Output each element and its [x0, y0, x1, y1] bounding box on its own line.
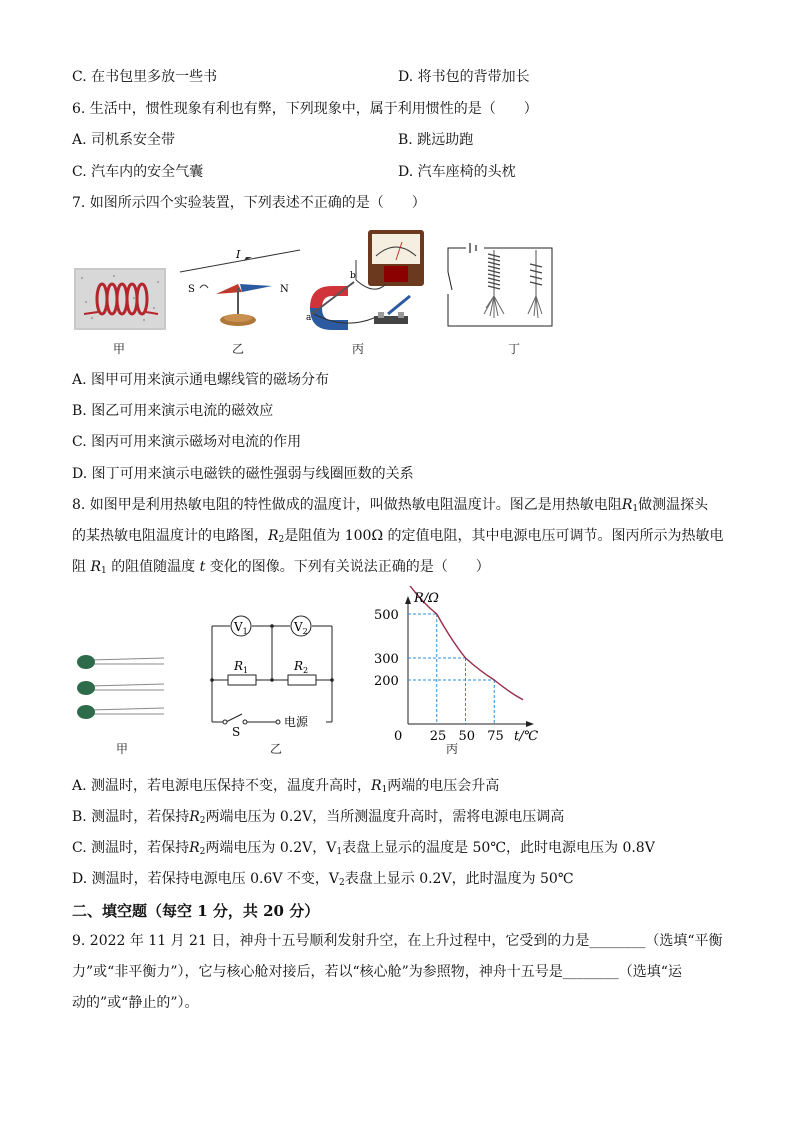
y-tick-label: 500	[374, 608, 399, 623]
q7-figure-jia	[74, 268, 166, 330]
x-tick-label: 0	[394, 729, 403, 744]
q7-option-a: A. 图甲可用来演示通电螺线管的磁场分布	[72, 372, 330, 388]
q7-label-jia: 甲	[113, 342, 126, 356]
q7-option-b: B. 图乙可用来演示电流的磁效应	[72, 403, 274, 419]
q8-figure-yi-circuit	[204, 608, 340, 738]
q8-stem-line2: 的某热敏电阻温度计的电路图，$R_2$是阻值为 100Ω 的定值电阻，其中电源电压可调节。图丙所示为热敏电	[72, 528, 724, 545]
q6-stem: 6. 生活中，惯性现象有利也有弊，下列现象中，属于利用惯性的是（ ）	[72, 101, 538, 117]
q5-option-c: C. 在书包里多放一些书	[72, 69, 218, 85]
x-tick-label: 50	[458, 729, 476, 744]
q7-label-bing: 丙	[352, 342, 365, 356]
north-label: N	[280, 284, 289, 295]
q8-label-jia: 甲	[116, 742, 129, 756]
v2-meter-label: $V_2$	[294, 620, 308, 636]
q8-figure-bing-chart	[370, 586, 546, 746]
q9-line2: 力”或“非平衡力”），它与核心舱对接后，若以“核心舱”为参照物，神舟十五号是________（选填“运	[72, 964, 682, 980]
r2-label: $R_2$	[294, 659, 309, 675]
south-label: S	[188, 284, 195, 295]
v1-meter-label: $V_1$	[234, 620, 248, 636]
y-axis-label: R/Ω	[414, 591, 439, 606]
q7-option-c: C. 图丙可用来演示磁场对电流的作用	[72, 434, 302, 450]
q8-option-d: D. 测温时，若保持电源电压 0.6V 不变，$V_2$表盘上显示 0.2V，此时温度为 50℃	[72, 871, 574, 888]
y-tick-label: 200	[374, 674, 399, 689]
x-axis-arrow	[526, 721, 534, 727]
y-axis-arrow	[405, 596, 411, 604]
x-axis-label: t/℃	[514, 729, 539, 744]
q9-line1: 9. 2022 年 11 月 21 日，神舟十五号顺利发射升空，在上升过程中，它受到的力是________（选填“平衡	[72, 933, 723, 949]
q7-figure-bing	[304, 226, 434, 330]
b-label: b	[350, 271, 356, 281]
x-tick-label: 25	[429, 729, 447, 744]
q8-stem-line3: 阻 $R_1$ 的阻值随温度 t 变化的图像。下列有关说法正确的是（ ）	[72, 559, 490, 576]
power-source-label: 电源	[284, 715, 309, 729]
y-tick-label: 300	[374, 652, 399, 667]
q8-option-c: C. 测温时，若保持$R_2$两端电压为 0.2V，$V_1$表盘上显示的温度是 50℃，此时电源电压为 0.8V	[72, 840, 655, 857]
section-title: 二、填空题（每空 1 分，共 20 分）	[72, 902, 320, 920]
r1-label: $R_1$	[234, 659, 249, 675]
q6-option-d: D. 汽车座椅的头枕	[398, 164, 516, 180]
x-tick-label: 75	[487, 729, 504, 744]
q8-label-bing: 丙	[446, 742, 459, 756]
q7-figure-ding	[446, 238, 556, 330]
switch-label: S	[232, 725, 241, 738]
q5-option-d: D. 将书包的背带加长	[398, 69, 530, 85]
q7-option-d: D. 图丁可用来演示电磁铁的磁性强弱与线圈匝数的关系	[72, 466, 414, 482]
a-label: a	[306, 313, 312, 323]
q6-option-b: B. 跳远助跑	[398, 132, 474, 148]
q7-stem: 7. 如图所示四个实验装置，下列表述不正确的是（ ）	[72, 195, 426, 211]
q8-label-yi: 乙	[270, 742, 283, 756]
q7-label-yi: 乙	[232, 342, 245, 356]
q6-option-a: A. 司机系安全带	[72, 132, 176, 148]
q8-figure-jia	[74, 648, 166, 724]
q9-line3: 动的”或“静止的”）。	[72, 995, 199, 1011]
q7-label-ding: 丁	[508, 342, 521, 356]
q7-figure-yi	[176, 248, 302, 332]
current-label: I	[236, 248, 241, 261]
q8-option-a: A. 测温时，若电源电压保持不变，温度升高时，$R_1$两端的电压会升高	[72, 778, 500, 795]
q8-option-b: B. 测温时，若保持$R_2$两端电压为 0.2V，当所测温度升高时，需将电源电压调高	[72, 809, 565, 826]
q8-stem-line1: 8. 如图甲是利用热敏电阻的特性做成的温度计，叫做热敏电阻温度计。图乙是用热敏电阻$R_1$做测温探头	[72, 497, 709, 514]
q6-option-c: C. 汽车内的安全气囊	[72, 164, 204, 180]
